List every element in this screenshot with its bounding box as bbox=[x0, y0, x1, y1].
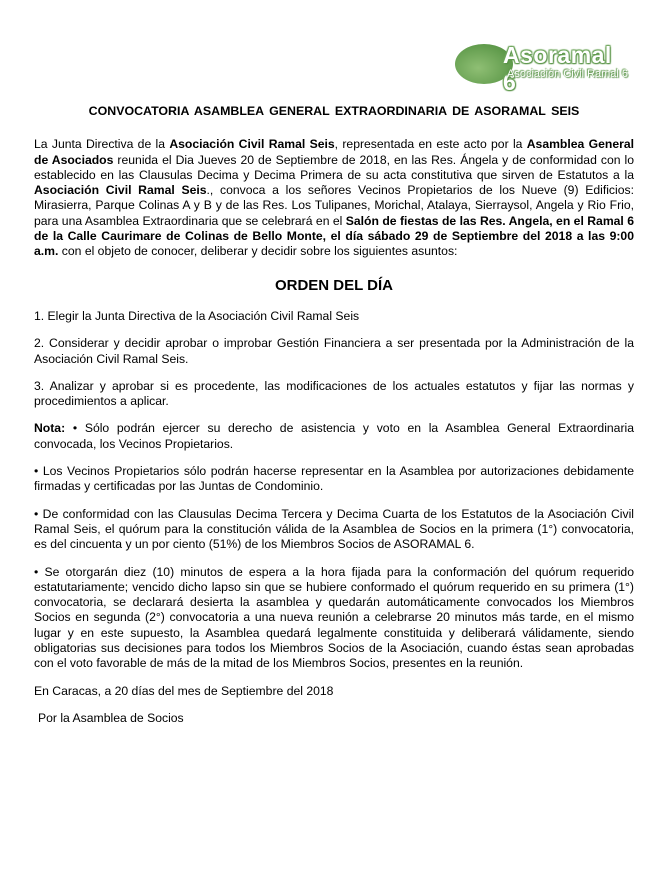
logo-title: Asoramal 6 bbox=[503, 42, 612, 95]
intro-text: , representada en este acto por la bbox=[334, 137, 527, 152]
note-paragraph: • De conformidad con las Clausulas Decima Tercera y Decima Cuarta de los Estatutos de la Asociación Civil Ramal Seis, el quórum para la constitución válida de la Asamblea de Socios en la primera (1°) convocatoria, es del cincuenta y un por ciento (51%) de los Miembros Socios de ASORAMAL 6. bbox=[34, 506, 634, 552]
signature: Por la Asamblea de Socios bbox=[38, 710, 184, 725]
intro-association-name: Asociación Civil Ramal Seis bbox=[34, 183, 207, 198]
document-body bbox=[34, 104, 634, 726]
note-text: • Sólo podrán ejercer su derecho de asistencia y voto en la Asamblea General Extraordinaria convocada, los Vecinos Propietarios. bbox=[34, 421, 635, 451]
intro-text: con el objeto de conocer, deliberar y decidir sobre los siguientes asuntos: bbox=[58, 244, 458, 259]
intro-venue-date: Salón de fiestas de las Res. Angela, en el Ramal 6 de la Calle Caurimare de Colinas de Bello Monte, el día sábado 29 de Septiembre del 2018 a las 9:00 a.m. bbox=[34, 213, 634, 259]
intro-assembly-name: Asamblea General de Asociados bbox=[34, 137, 635, 167]
note-paragraph: • Los Vecinos Propietarios sólo podrán hacerse representar en la Asamblea por autorizaciones debidamente firmadas y certificadas por las Juntas de Condominio. bbox=[34, 464, 634, 494]
agenda-item: 3. Analizar y aprobar si es procedente, las modificaciones de los actuales estatutos y fijar las normas y procedimientos a aplicar. bbox=[34, 378, 634, 409]
intro-text: reunida el Dia Jueves 20 de Septiembre de 2018, en las Res. Ángela y de conformidad con lo establecido en las Clausulas Decima y Decima Primera de su acta constitutiva que sirven de Estatutos a la bbox=[34, 152, 635, 182]
logo-subtitle: Asociación Civil Ramal 6 bbox=[507, 68, 629, 80]
document-title: CONVOCATORIA ASAMBLEA GENERAL EXTRAORDINARIA DE ASORAMAL SEIS bbox=[88, 104, 580, 118]
closing-date: En Caracas, a 20 días del mes de Septiembre del 2018 bbox=[34, 683, 334, 698]
asoramal-logo bbox=[455, 40, 629, 95]
intro-association-name: Asociación Civil Ramal Seis bbox=[169, 137, 335, 152]
agenda-heading: ORDEN DEL DÍA bbox=[274, 276, 394, 294]
note-label: Nota: bbox=[34, 421, 66, 436]
note-paragraph: • Se otorgarán diez (10) minutos de espera a la hora fijada para la conformación del quórum requerido estatutariamente; vencido dicho lapso sin que se hubiere conformado el quórum requerido en su primera (1°) convocatoria, se declarará desierta la asamblea y quedarán automáticamente convocados los Miembros Socios en segunda (2°) convocatoria a una nueva reunión a celebrarse 20 minutos más tarde, en el mismo lugar y en este supuesto, la Asamblea quedará legalmente constituida y deliberará válidamente, siendo obligatorias sus decisiones para todos los Miembros Socios de la Asociación, cuando éstas sean aprobadas con el voto favorable de más de la mitad de los Miembros Socios, presentes en la reunión. bbox=[34, 564, 634, 671]
agenda-item: 2. Considerar y decidir aprobar o improbar Gestión Financiera a ser presentada por la Administración de la Asociación Civil Ramal Seis. bbox=[34, 336, 634, 366]
agenda-item: 1. Elegir la Junta Directiva de la Asociación Civil Ramal Seis bbox=[34, 308, 360, 323]
intro-text: ., convoca a los señores Vecinos Propietarios de los Nueve (9) Edificios: Mirasierra, Parque Colinas A y B y de las Res. Los Tulipanes, Morichal, Atalaya, Sierraysol, Angela y Rio Frio, para una Asamblea Extraordinaria que se celebrará en el bbox=[34, 183, 634, 228]
intro-paragraph bbox=[34, 137, 634, 259]
intro-text: La Junta Directiva de la bbox=[34, 137, 170, 152]
note-paragraph bbox=[34, 421, 634, 452]
